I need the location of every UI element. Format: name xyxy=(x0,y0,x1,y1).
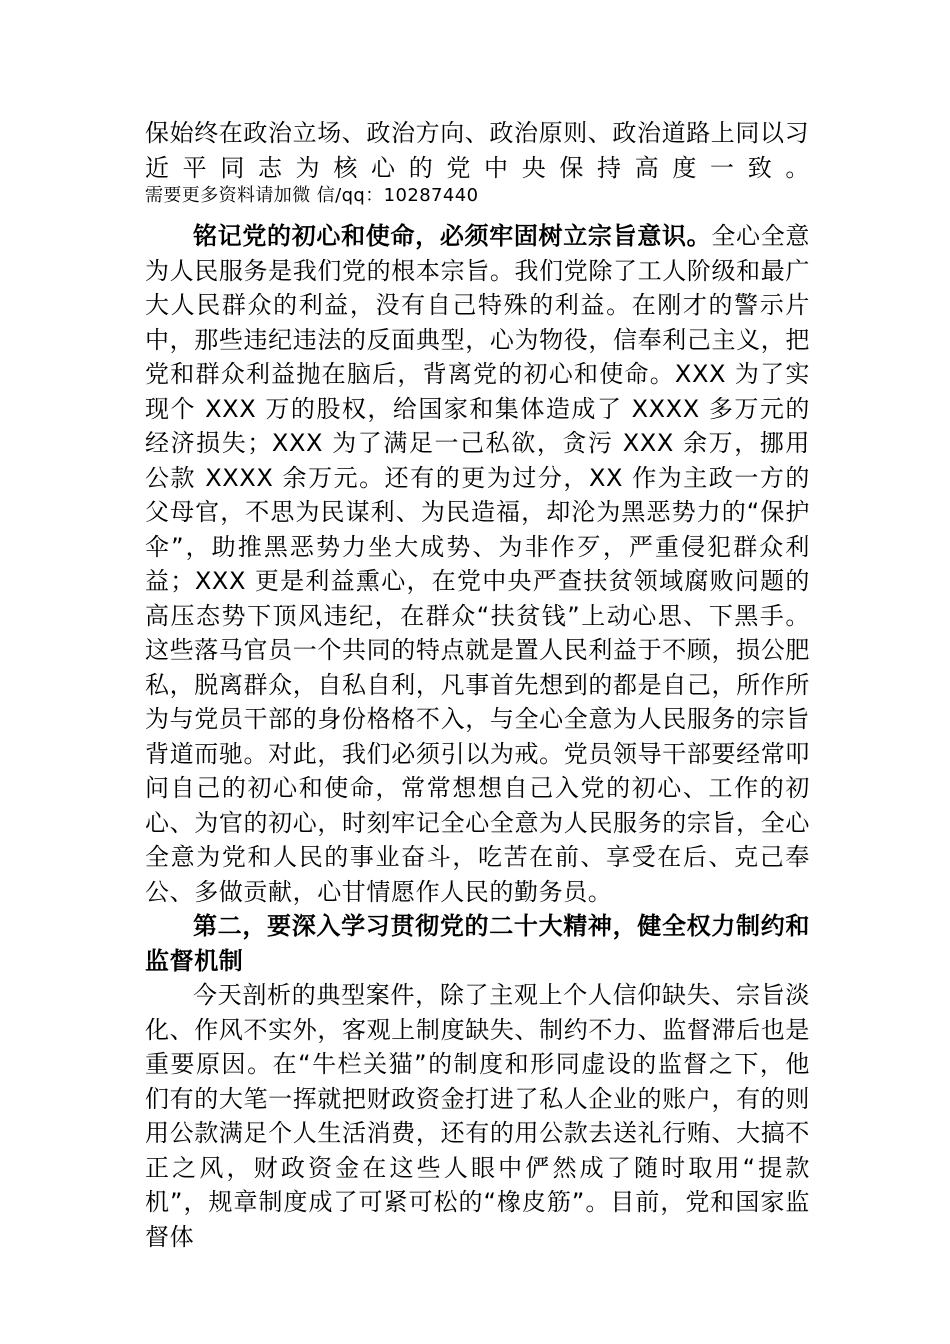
contact-note: 需要更多资料请加微 信/qq：10287440 xyxy=(145,185,479,206)
paragraph-line: 保始终在政治立场、政治方向、政治原则、政治道路上同以习 xyxy=(145,119,810,147)
paragraph-original-mission xyxy=(145,219,810,909)
paragraph-line-justified: 近平同志为核心的党中央保持高度一致。 xyxy=(145,153,810,182)
paragraph-typical-cases: 今天剖析的典型案件，除了主观上个人信仰缺失、宗旨淡化、作风不实外，客观上制度缺失、制约不力、监督滞后也是重要原因。在“牛栏关猫”的制度和形同虚设的监督之下，他们有的大笔一挥就把财政资金打进了私人企业的账户，有的则用公款满足个人生活消费，还有的用公款去送礼行贿、大搞不正之风，财政资金在这些人眼中俨然成了随时取用“提款机”，规章制度成了可紧可松的“橡皮筋”。目前，党和国家监督体 xyxy=(145,981,810,1251)
section-heading-text: 第二，要深入学习贯彻党的二十大精神，健全权力制约和监督机制 xyxy=(145,912,810,975)
paragraph-political-alignment xyxy=(145,116,810,185)
document-body xyxy=(145,116,810,1254)
paragraph-body: 全心全意为人民服务是我们党的根本宗旨。我们党除了工人阶级和最广大人民群众的利益，没有自己特殊的利益。在刚才的警示片中，那些违纪违法的反面典型，心为物役，信奉利己主义，把党和群众利益抛在脑后，背离党的初心和使命。XXX 为了实现个 XXX 万的股权，给国家和集体造成了 XXXX 多万元的经济损失；XXX 为了满足一己私欲，贪污 XXX 余万，挪用公款 XXXX 余万元。还有的更为过分，XX 作为主政一方的父母官，不思为民谋利、为民造福，却沦为黑恶势力的“保护伞”，助推黑恶势力坐大成势、为非作歹，严重侵犯群众利益；XXX 更是利益熏心，在党中央严查扶贫领域腐败问题的高压态势下顶风违纪，在群众“扶贫钱”上动心思、下黑手。这些落马官员一个共同的特点就是置人民利益于不顾，损公肥私，脱离群众，自私自利，凡事首先想到的都是自己，所作所为与党员干部的身份格格不入，与全心全意为人民服务的宗旨背道而驰。对此，我们必须引以为戒。党员领导干部要经常叩问自己的初心和使命，常常想想自己入党的初心、工作的初心、为官的初心，时刻牢记全心全意为人民服务的宗旨，全心全意为党和人民的事业奋斗，吃苦在前、享受在后、克己奉公、多做贡献，心甘情愿作人民的勤务员。 xyxy=(145,222,810,906)
paragraph-lead-bold: 铭记党的初心和使命，必须牢固树立宗旨意识。 xyxy=(193,222,712,250)
section-heading xyxy=(145,909,810,978)
